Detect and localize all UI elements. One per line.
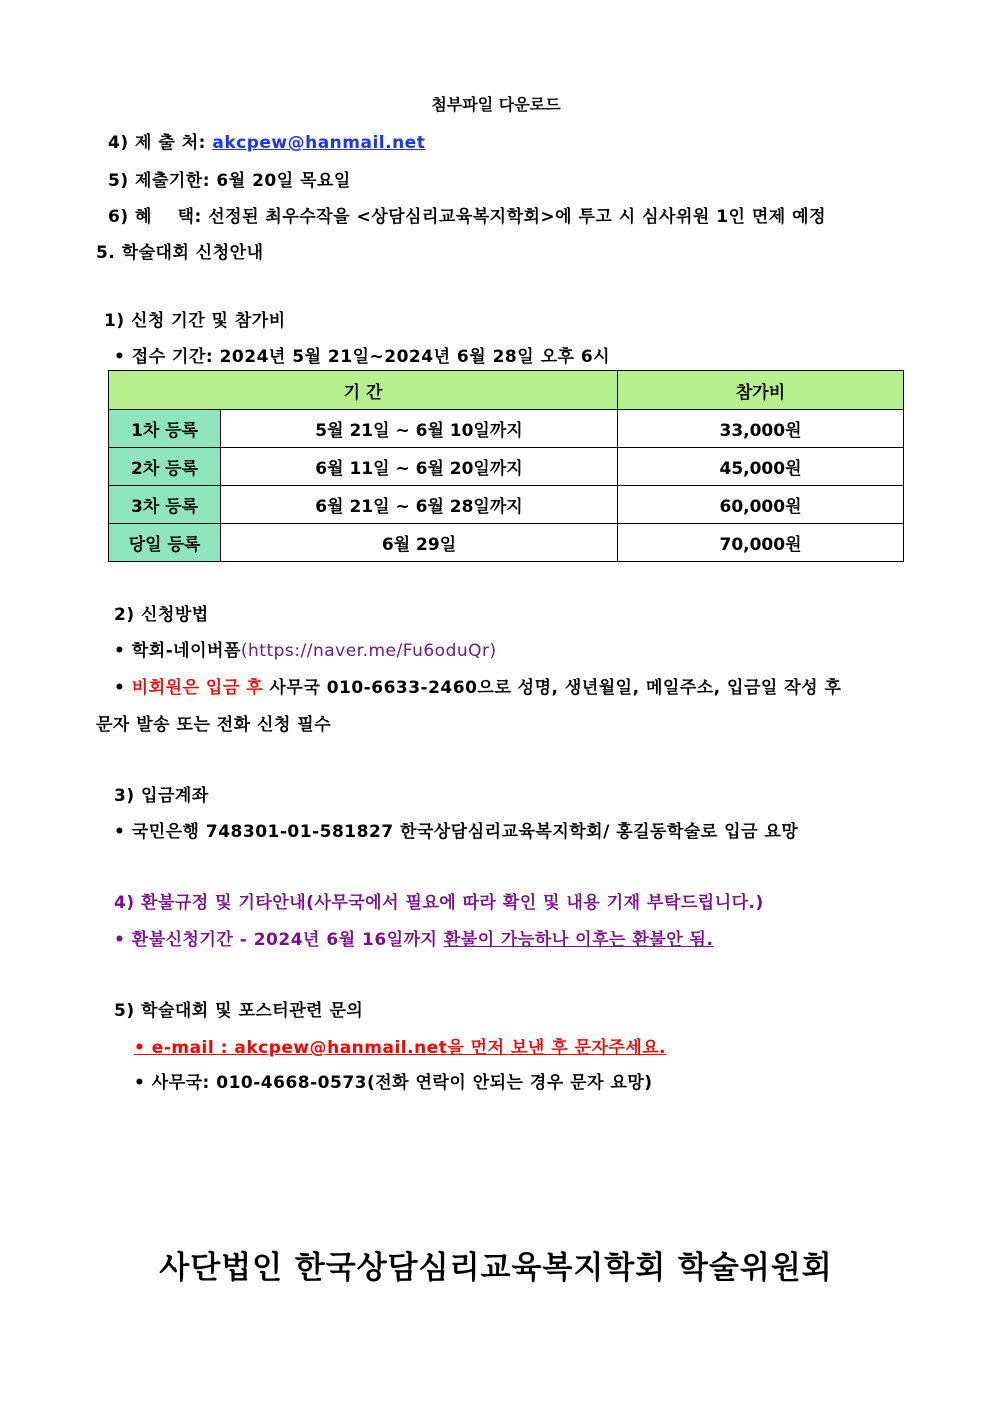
row-label: 1차 등록 xyxy=(109,410,221,448)
recipient-line xyxy=(108,128,425,153)
recipient-label: 4) 제 출 처: xyxy=(108,133,213,153)
row-fee: 70,000원 xyxy=(618,524,904,562)
inquiry-email[interactable]: • e-mail : akcpew@hanmail.net을 먼저 보낸 후 문자주세요. xyxy=(134,1038,667,1058)
row-label: 2차 등록 xyxy=(109,448,221,486)
row-period: 6월 21일 ~ 6월 28일까지 xyxy=(221,486,618,524)
row-period: 6월 11일 ~ 6월 20일까지 xyxy=(221,448,618,486)
period-bullet: • 접수 기간: 2024년 5월 21일~2024년 6월 28일 오후 6시 xyxy=(114,347,611,367)
row-fee: 45,000원 xyxy=(618,448,904,486)
method-title: 2) 신청방법 xyxy=(114,605,209,625)
refund-title: 4) 환불규정 및 기타안내(사무국에서 필요에 따라 확인 및 내용 기재 부탁드립니다.) xyxy=(114,893,764,913)
period-title: 1) 신청 기간 및 참가비 xyxy=(104,311,286,331)
row-label: 3차 등록 xyxy=(109,486,221,524)
recipient-email-link[interactable]: akcpew@hanmail.net xyxy=(212,133,426,153)
section5-title: 5. 학술대회 신청안내 xyxy=(96,243,264,263)
table-row xyxy=(109,410,904,448)
table-row xyxy=(109,486,904,524)
row-fee: 60,000원 xyxy=(618,486,904,524)
bullet-dot: • xyxy=(114,678,132,698)
table-row xyxy=(109,524,904,562)
non-member-note: 비회원은 입금 후 xyxy=(131,678,264,698)
account-title: 3) 입금계좌 xyxy=(114,786,209,806)
row-period: 5월 21일 ~ 6월 10일까지 xyxy=(221,410,618,448)
method-bullet-2-continuation: 문자 발송 또는 전화 신청 필수 xyxy=(96,715,332,735)
refund-period: • 환불신청기간 - 2024년 6월 16일까지 xyxy=(114,930,444,950)
row-fee: 33,000원 xyxy=(618,410,904,448)
attachment-download-link[interactable]: 첨부파일 다운로드 xyxy=(431,95,561,114)
header-period: 기 간 xyxy=(109,371,618,410)
naver-form-label: • 학회-네이버폼 xyxy=(114,641,241,661)
refund-note: 환불이 가능하나 이후는 환불안 됨. xyxy=(443,930,714,950)
row-period: 6월 29일 xyxy=(221,524,618,562)
fee-table-header xyxy=(109,371,904,410)
organization-footer: 사단법인 한국상담심리교육복지학회 학술위원회 xyxy=(159,1250,833,1286)
method-bullet-2-text: 사무국 010-6633-2460으로 성명, 생년월일, 메일주소, 입금일 작성 후 xyxy=(263,678,842,698)
fee-table xyxy=(108,370,904,562)
row-label: 당일 등록 xyxy=(109,524,221,562)
inquiry-phone: • 사무국: 010-4668-0573(전화 연락이 안되는 경우 문자 요망) xyxy=(134,1073,653,1093)
account-bullet: • 국민은행 748301-01-581827 한국상담심리교육복지학회/ 홍길동학술로 입금 요망 xyxy=(114,822,799,842)
header-fee: 참가비 xyxy=(618,371,904,410)
inquiry-title: 5) 학술대회 및 포스터관련 문의 xyxy=(114,1001,364,1021)
method-bullet-2 xyxy=(114,673,896,698)
refund-bullet xyxy=(114,925,713,950)
benefit-line: 6) 혜 택: 선정된 최우수작을 <상담심리교육복지학회>에 투고 시 심사위원 1인 면제 예정 xyxy=(108,207,826,227)
table-row xyxy=(109,448,904,486)
naver-form-link[interactable]: (https://naver.me/Fu6oduQr) xyxy=(240,641,497,661)
deadline-line: 5) 제출기한: 6월 20일 목요일 xyxy=(108,171,351,191)
method-bullet-1 xyxy=(114,636,497,661)
